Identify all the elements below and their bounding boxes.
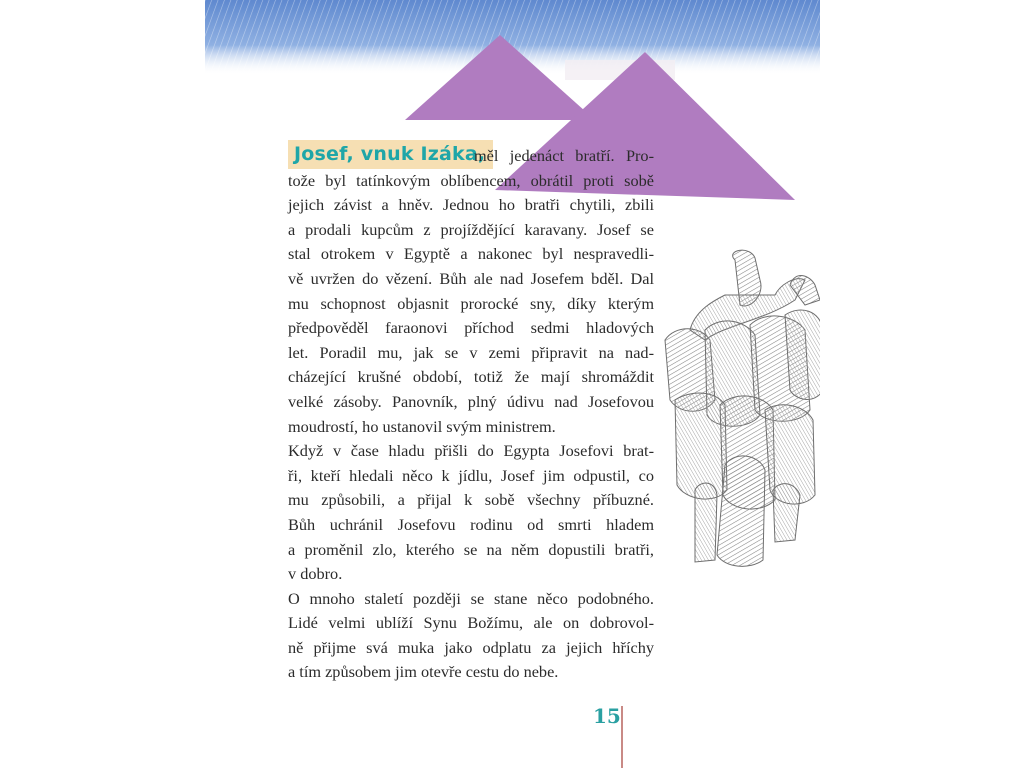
text-line: v dobro. <box>288 564 343 584</box>
page-number: 15 <box>593 704 621 728</box>
text-line: Bůh uchránil Josefovu rodinu od smrti hladem <box>288 514 654 534</box>
text-line: ři, kteří hledali něco k jídlu, Josef jim odpustil, co <box>288 465 654 485</box>
caravan-sketch-illustration <box>655 240 820 570</box>
text-line: tože byl tatínkovým oblíbencem, obrátil proti sobě <box>288 170 654 190</box>
paragraph <box>288 439 654 587</box>
text-line: stal otrokem v Egyptě a nakonec byl nespravedli- <box>288 244 654 264</box>
text-line: ně přijme svá muka jako odplatu za jejich hříchy <box>288 637 654 657</box>
text-line: cházející krušné období, totiž že mají shromáždit <box>288 367 654 387</box>
paragraph <box>288 587 654 685</box>
text-line: a prodali kupcům z projíždějící karavany. Josef se <box>288 219 654 239</box>
text-line: Když v čase hladu přišli do Egypta Josefovi brat- <box>288 441 654 461</box>
text-line: a proměnil zlo, kterého se na něm dopustili bratři, <box>288 539 654 559</box>
pyramid-back <box>405 35 595 120</box>
text-line: moudrostí, ho ustanovil svým ministrem. <box>288 416 556 436</box>
text-line: Lidé velmi ublíží Synu Božímu, ale on dobrovol- <box>288 613 654 633</box>
text-line: let. Poradil mu, jak se v zemi připravit na nad- <box>288 342 654 362</box>
text-line: velké zásoby. Panovník, plný údivu nad Josefovou <box>288 391 654 411</box>
paragraph <box>288 144 654 439</box>
text-line: jejich závist a hněv. Jednou ho bratři chytili, zbili <box>288 195 654 215</box>
page-margin-rule <box>621 706 623 768</box>
text-line: měl jedenáct bratří. Pro- <box>474 146 654 165</box>
text-line: předpověděl faraonovi příchod sedmi hladových <box>288 318 654 338</box>
book-page <box>205 0 820 768</box>
text-line: mu schopnost objasnit prorocké sny, díky kterým <box>288 293 654 313</box>
body-text <box>288 144 654 685</box>
text-line: O mnoho staletí později se stane něco podobného. <box>288 588 654 608</box>
text-line: a tím způsobem jim otevře cestu do nebe. <box>288 662 559 682</box>
text-line: mu způsobili, a přijal k sobě všechny příbuzné. <box>288 490 654 510</box>
text-line: vě uvržen do vězení. Bůh ale nad Josefem bděl. Dal <box>288 268 654 288</box>
page-heading: Josef, vnuk Izáka, <box>288 140 493 169</box>
